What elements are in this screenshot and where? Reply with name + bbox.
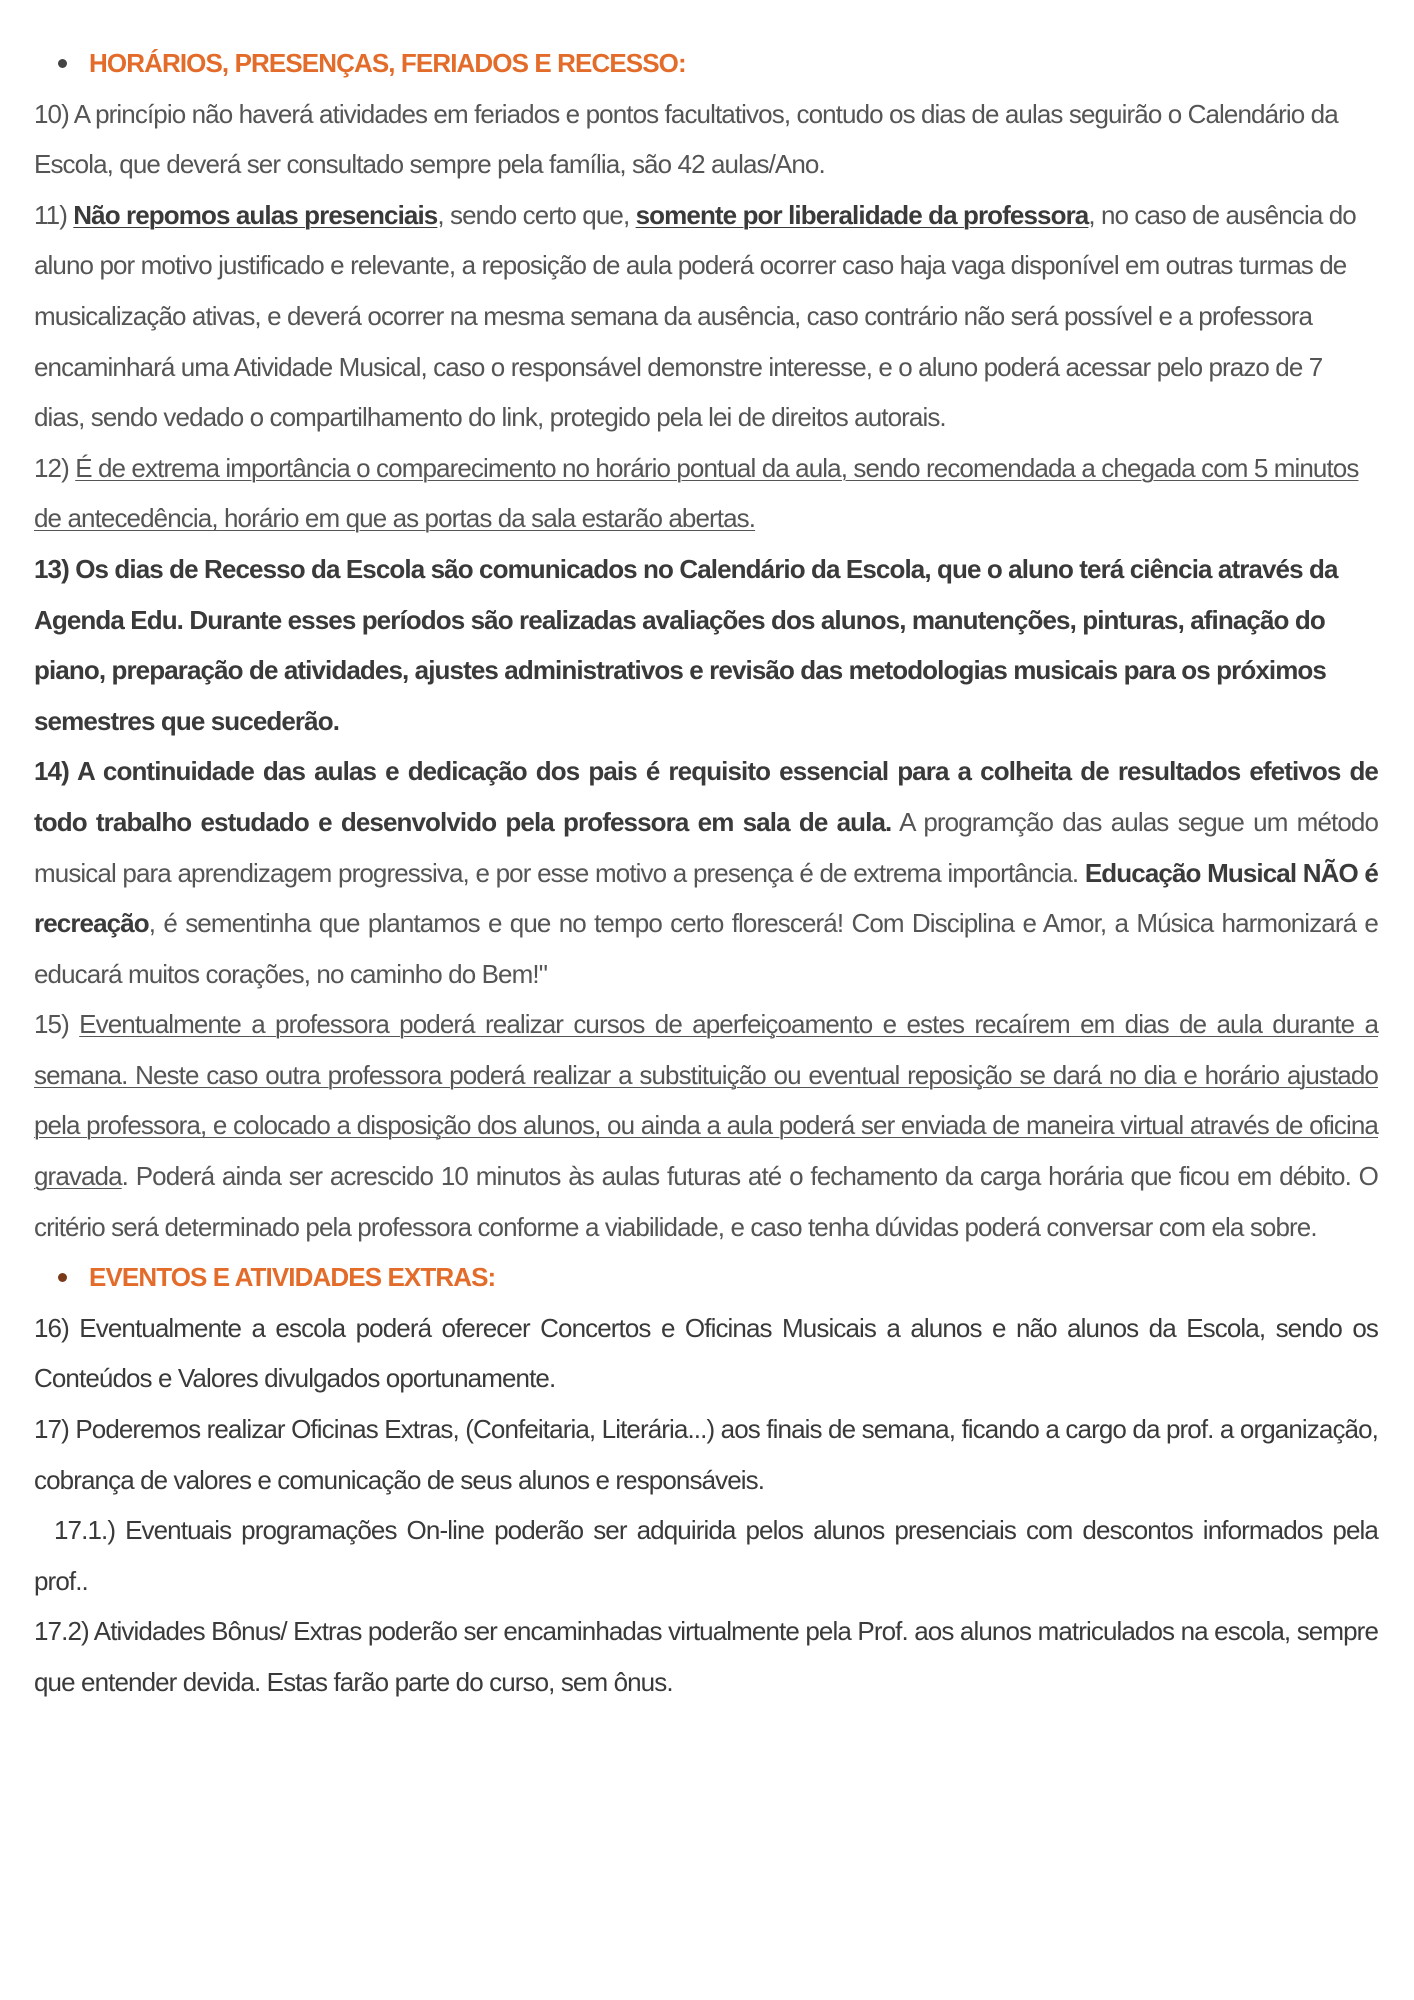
clause-17-text: 17) Poderemos realizar Oficinas Extras, (Confeitaria, Literária...) aos finais de semana, ficando a cargo da prof. a organização, cobrança de valores e comunicação de seus alunos e responsáveis.	[34, 1414, 1378, 1495]
clause-10	[34, 89, 1378, 190]
clause-number: 12)	[34, 452, 76, 483]
bullet-icon	[58, 59, 67, 68]
heading-text: EVENTOS E ATIVIDADES EXTRAS:	[89, 1262, 496, 1293]
clause-14-bold: 14) A continuidade das aulas e dedicação dos pais é requisito essencial para a colheita de resultados efetivos de todo trabalho estudado e desenvolvido pela professora em sala de aula.	[34, 756, 1378, 837]
heading-text: HORÁRIOS, PRESENÇAS, FERIADOS E RECESSO:	[89, 48, 686, 78]
clause-14-text-2: , é sementinha que plantamos e que no tempo certo florescerá! Com Disciplina e Amor, a Música harmonizará e educará muitos corações, no caminho do Bem!"	[34, 908, 1378, 989]
clause-17	[34, 1404, 1378, 1505]
clause-17-2	[34, 1606, 1378, 1707]
clause-15-underlined: Eventualmente a professora poderá realizar cursos de aperfeiçoamento e estes recaírem em dias de aula durante a semana. Neste caso outra professora poderá realizar a substituição ou eventual reposição se dará no dia e horário ajustado pela professora, e colocado a disposição dos alunos, ou ainda a aula poderá ser enviada de maneira virtual através de oficina gravada	[34, 1009, 1379, 1192]
clause-17-1-text: 17.1.) Eventuais programações On-line poderão ser adquirida pelos alunos presenciais com descontos informados pela prof..	[34, 1515, 1378, 1596]
clause-11-emphasis-1: Não repomos aulas presenciais	[73, 199, 438, 230]
clause-13	[34, 544, 1378, 746]
clause-11-text-2: , no caso de ausência do aluno por motivo justificado e relevante, a reposição de aula poderá ocorrer caso haja vaga disponível em outras turmas de musicalização ativas, e deverá ocorrer na mesma semana da ausência, caso contrário não será possível e a professora encaminhará uma Atividade Musical, caso o responsável demonstre interesse, e o aluno poderá acessar pelo prazo de 7 dias, sendo vedado o compartilhamento do link, protegido pela lei de direitos autorais.	[34, 199, 1356, 433]
clause-number: 11)	[34, 199, 74, 230]
section-heading-horarios	[34, 38, 1378, 89]
clause-16-text: 16) Eventualmente a escola poderá oferecer Concertos e Oficinas Musicais a alunos e não alunos da Escola, sendo os Conteúdos e Valores divulgados oportunamente.	[34, 1312, 1378, 1394]
clause-12	[34, 443, 1378, 544]
clause-11	[34, 190, 1378, 443]
bullet-icon	[58, 1273, 67, 1282]
clause-15-text: . Poderá ainda ser acrescido 10 minutos às aulas futuras até o fechamento da carga horária que ficou em débito. O critério será determinado pela professora conforme a viabilidade, e caso tenha dúvidas poderá conversar com ela sobre.	[34, 1161, 1378, 1242]
clause-15	[34, 999, 1378, 1252]
clause-10-text: 10) A princípio não haverá atividades em feriados e pontos facultativos, contudo os dias de aulas seguirão o Calendário da Escola, que deverá ser consultado sempre pela família, são 42 aulas/Ano.	[34, 98, 1338, 180]
clause-11-emphasis-2: somente por liberalidade da professora	[635, 199, 1089, 230]
clause-14	[34, 746, 1378, 999]
clause-number: 15)	[34, 1009, 80, 1040]
document-page	[34, 38, 1378, 1708]
clause-14-emphasis: Educação Musical NÃO é recreação	[34, 857, 1378, 939]
clause-13-text: 13) Os dias de Recesso da Escola são comunicados no Calendário da Escola, que o aluno terá ciência através da Agenda Edu. Durante esses períodos são realizadas avaliações dos alunos, manutenções, pinturas, afinação do piano, preparação de atividades, ajustes administrativos e revisão das metodologias musicais para os próximos semestres que sucederão.	[34, 553, 1338, 736]
section-heading-eventos	[34, 1252, 1378, 1303]
clause-17-1	[34, 1505, 1378, 1606]
clause-14-text-1: A programção das aulas segue um método musical para aprendizagem progressiva, e por esse motivo a presença é de extrema importância.	[34, 806, 1379, 888]
clause-16	[34, 1303, 1378, 1404]
clause-17-2-text: 17.2) Atividades Bônus/ Extras poderão ser encaminhadas virtualmente pela Prof. aos alunos matriculados na escola, sempre que entender devida. Estas farão parte do curso, sem ônus.	[34, 1616, 1378, 1697]
clause-12-underlined: É de extrema importância o comparecimento no horário pontual da aula, sendo recomendada a chegada com 5 minutos de antecedência, horário em que as portas da sala estarão abertas.	[34, 452, 1359, 534]
clause-11-text-1: , sendo certo que,	[437, 199, 636, 230]
